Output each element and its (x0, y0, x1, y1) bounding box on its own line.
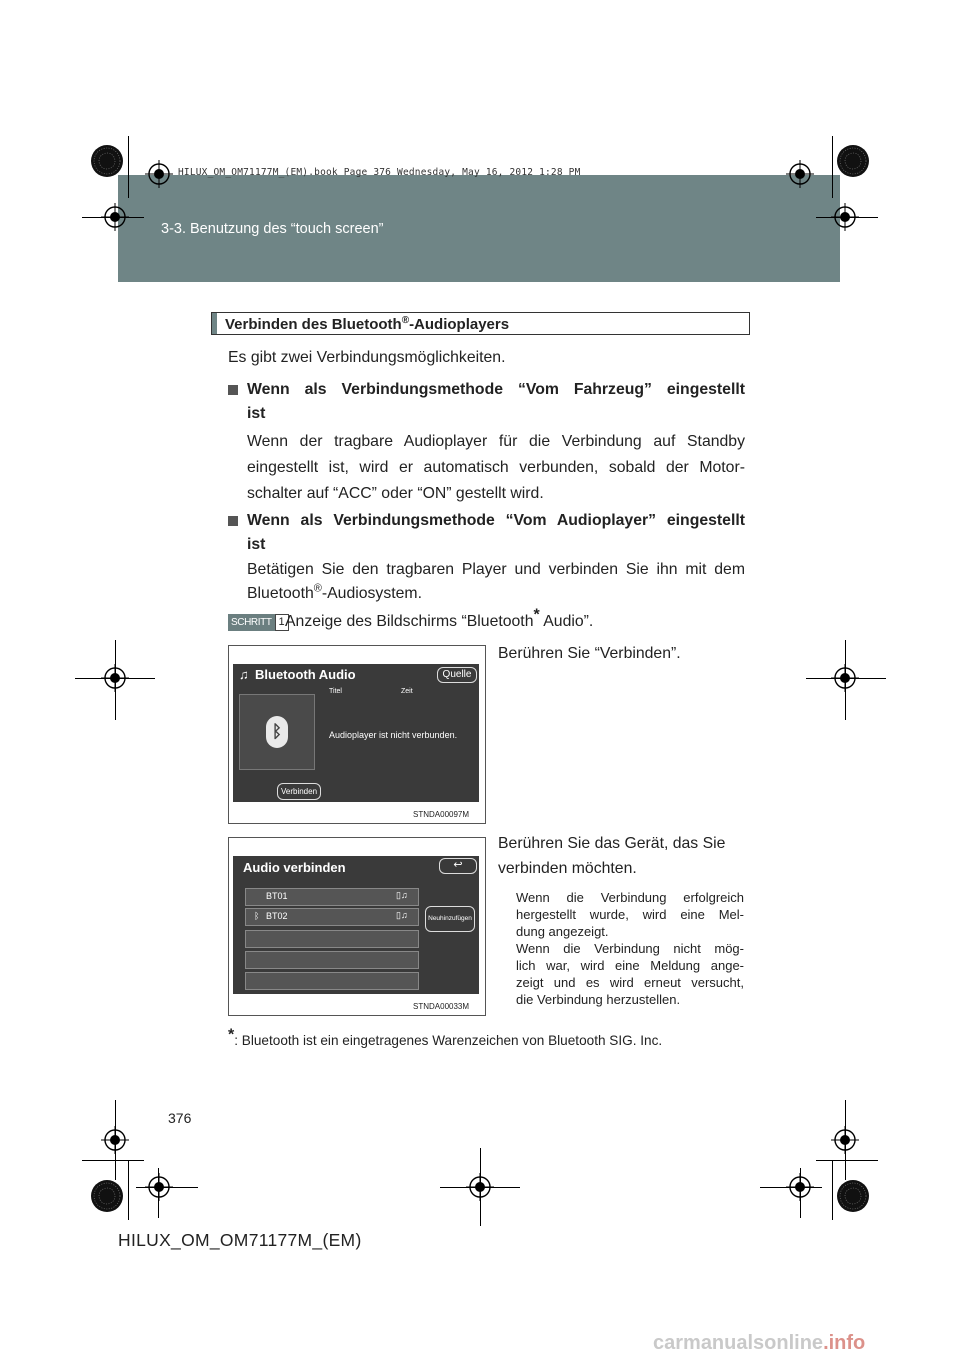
page-number: 376 (168, 1110, 192, 1126)
method1-heading-line1: Wenn als Verbindungsmethode “Vom Fahrzeug” eingestellt (247, 381, 745, 398)
column-time: Zeit (401, 688, 413, 695)
method2-heading-line1: Wenn als Verbindungsmethode “Vom Audioplayer” eingestellt (247, 512, 745, 529)
section-heading: Verbinden des Bluetooth®-Audioplayers (225, 315, 510, 333)
method1-heading-line2: ist (247, 405, 266, 422)
print-info-line: HILUX_OM_OM71177M_(EM).book Page 376 Wednesday, May 16, 2012 1:28 PM (178, 167, 581, 178)
back-button[interactable]: ↩ (439, 858, 477, 874)
watermark: carmanualsonline.info (653, 1332, 866, 1354)
footnote: *: Bluetooth ist ein eingetragenes Warenzeichen von Bluetooth SIG. Inc. (228, 1026, 663, 1048)
not-connected-message: Audioplayer ist nicht verbunden. (329, 730, 458, 740)
device-row[interactable]: BT01 ▯♫ (245, 888, 419, 906)
method1-body-line2: eingestellt ist, wird er automatisch verbunden, sobald der Motor- (247, 459, 745, 476)
empty-row (245, 951, 419, 969)
step-badge-1: SCHRITT 1 (228, 614, 289, 631)
square-bullet-icon (228, 516, 238, 526)
method2-heading-line2: ist (247, 536, 266, 553)
image-code: STNDA00097M (413, 810, 470, 819)
square-bullet-icon (228, 385, 238, 395)
phone-music-icon: ▯♫ (396, 890, 408, 900)
step1-text: Anzeige des Bildschirms “Bluetooth* Audio”. (285, 606, 594, 630)
section-title: 3-3. Benutzung des “touch screen” (161, 221, 384, 237)
step3-text-line2: verbinden möchten. (498, 860, 637, 877)
audio-connect-screen (233, 856, 479, 994)
screenshot-audio-connect (228, 837, 486, 1016)
method2-body-line2: Bluetooth®-Audiosystem. (247, 582, 422, 602)
step3-text-line1: Berühren Sie das Gerät, das Sie (498, 835, 726, 852)
screenshot-bluetooth-audio (228, 645, 486, 824)
method1-body-line3: schalter auf “ACC” oder “ON” gestellt wird. (247, 485, 544, 502)
intro-text: Es gibt zwei Verbindungsmöglichkeiten. (228, 349, 506, 366)
empty-row (245, 930, 419, 948)
image-code: STNDA00033M (413, 1002, 470, 1011)
device-row[interactable]: ᛒ BT02 ▯♫ (245, 908, 419, 926)
screen-title: Audio verbinden (243, 860, 346, 875)
phone-music-icon: ▯♫ (396, 910, 408, 920)
connect-button[interactable]: Verbinden (277, 783, 321, 800)
heading-accent-bar (212, 313, 217, 334)
music-note-icon: ♫ (239, 667, 249, 682)
step2-text: Berühren Sie “Verbinden”. (498, 645, 681, 662)
bluetooth-icon: ᛒ (254, 911, 260, 921)
bluetooth-audio-screen (233, 664, 479, 802)
method1-body-line1: Wenn der tragbare Audioplayer für die Verbindung auf Standby (247, 433, 745, 450)
album-art-placeholder (239, 694, 315, 770)
bluetooth-icon: ᛒ (266, 716, 288, 748)
document-id: HILUX_OM_OM71177M_(EM) (118, 1230, 362, 1250)
method2-body-line1: Betätigen Sie den tragbaren Player und verbinden Sie ihn mit dem (247, 561, 745, 578)
column-title: Titel (329, 688, 342, 695)
screen-title: Bluetooth Audio (255, 667, 356, 682)
empty-row (245, 972, 419, 990)
section-heading-box (211, 312, 750, 335)
source-button[interactable]: Quelle (437, 667, 477, 683)
add-new-button[interactable]: Neuhinzufügen (425, 906, 475, 932)
